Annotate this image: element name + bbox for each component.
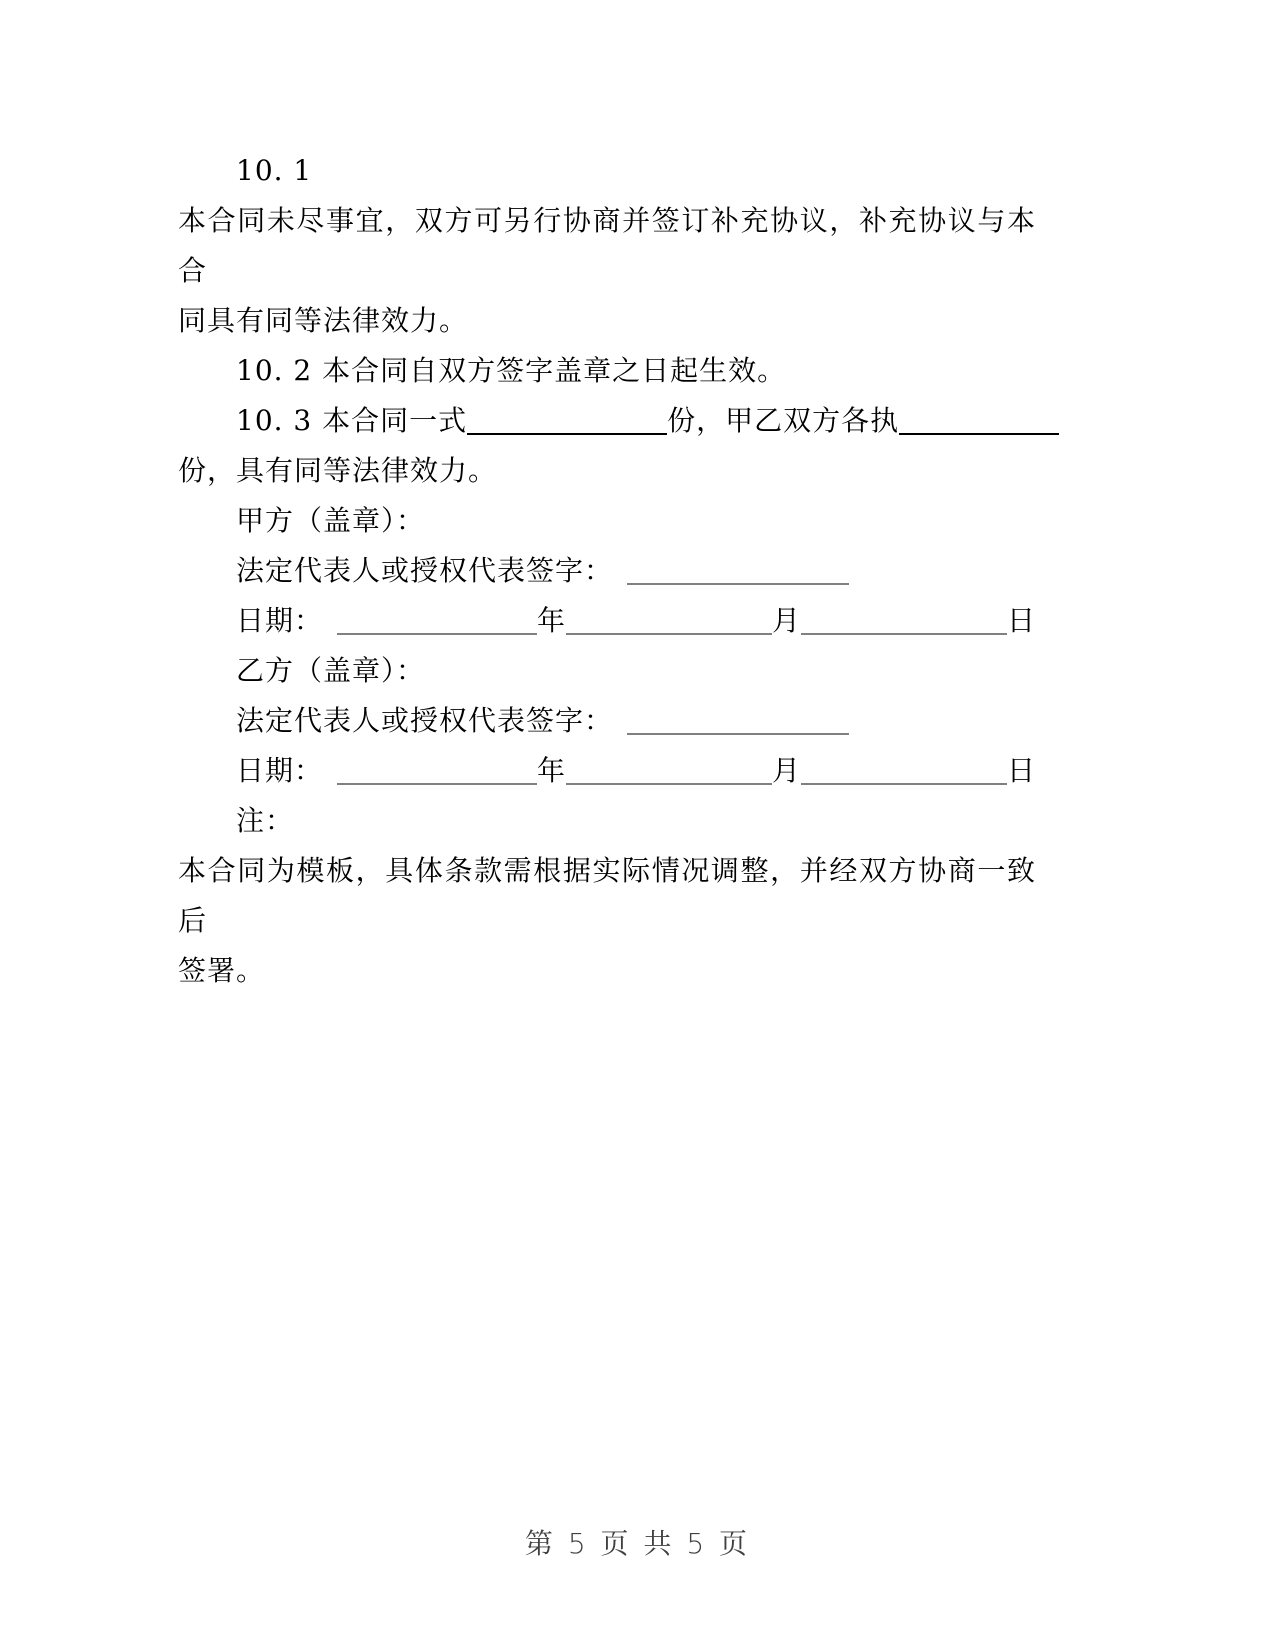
clause-10-1-text-line-1 <box>178 196 1036 296</box>
text-run: 法定代表人或授权代表签字： <box>236 554 614 587</box>
text-run: 年 <box>537 604 567 637</box>
text-run: 份，具有同等法律效力。 <box>178 454 498 487</box>
fill-in-blank <box>337 751 537 785</box>
fill-in-blank <box>566 751 772 785</box>
fill-in-blank <box>627 551 849 585</box>
text-run: 同具有同等法律效力。 <box>178 304 469 337</box>
text-run: 日期： <box>236 754 324 787</box>
fill-in-blank <box>801 601 1007 635</box>
note-label <box>178 796 1036 846</box>
text-run: 注： <box>236 804 295 837</box>
text-run: 本合同为模板，具体条款需根据实际情况调整，并经双方协商一致后 <box>178 854 1036 937</box>
text-run: 法定代表人或授权代表签字： <box>236 704 614 737</box>
text-run: 年 <box>537 754 567 787</box>
party-a-seal-label <box>178 496 1036 546</box>
text-run: 份，甲乙双方各执 <box>667 404 900 437</box>
clause-10-2 <box>178 346 1036 396</box>
contract-body <box>178 146 1036 996</box>
fill-in-blank <box>467 401 667 435</box>
clause-10-3-line-1 <box>178 396 1036 446</box>
page-footer <box>0 1522 1275 1562</box>
text-run: 月 <box>772 604 802 637</box>
fill-in-blank <box>566 601 772 635</box>
text-run: 乙方（盖章）： <box>236 654 426 687</box>
note-text-line-2 <box>178 946 1036 996</box>
fill-in-blank <box>899 401 1059 435</box>
text-run: 日期： <box>236 604 324 637</box>
text-run: 甲方（盖章）： <box>236 504 426 537</box>
party-b-signature-line <box>178 696 1036 746</box>
fill-in-blank <box>337 601 537 635</box>
text-run: 本合同未尽事宜，双方可另行协商并签订补充协议，补充协议与本合 <box>178 204 1036 287</box>
text-run: 10. 1 <box>236 154 313 187</box>
clause-10-3-line-2 <box>178 446 1036 496</box>
text-run: 日 <box>1007 604 1037 637</box>
party-b-seal-label <box>178 646 1036 696</box>
text-run: 日 <box>1007 754 1037 787</box>
text-run: 签署。 <box>178 954 266 987</box>
party-a-signature-line <box>178 546 1036 596</box>
text-run: 10. 2 本合同自双方签字盖章之日起生效。 <box>236 354 787 387</box>
fill-in-blank <box>627 701 849 735</box>
party-b-date-line <box>178 746 1036 796</box>
fill-in-blank <box>801 751 1007 785</box>
party-a-date-line <box>178 596 1036 646</box>
clause-10-1-text-line-2 <box>178 296 1036 346</box>
clause-10-1-number <box>178 146 1036 196</box>
note-text-line-1 <box>178 846 1036 946</box>
text-run: 10. 3 本合同一式 <box>236 404 468 437</box>
page-number-indicator: 第 5 页 共 5 页 <box>524 1527 751 1560</box>
text-run: 月 <box>772 754 802 787</box>
